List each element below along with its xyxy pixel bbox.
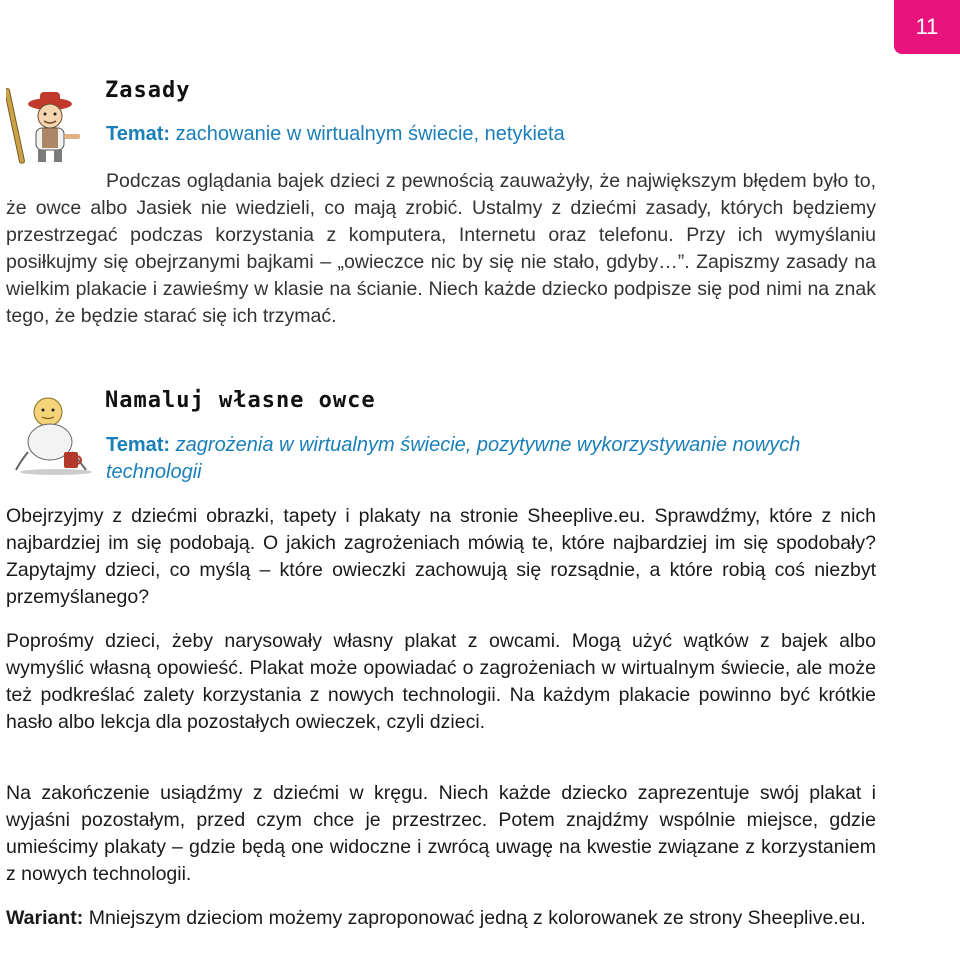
topic-value: zachowanie w wirtualnym świecie, netykieta: [175, 123, 565, 145]
paragraph: Poprośmy dzieci, żeby narysowały własny plakat z owcami. Mogą użyć wątków z bajek albo wymyślić własną opowieść. Plakat może opowiadać o zagrożeniach w wirtualnym świecie, ale może też podkreślać zalety korzystania z nowych technologii. Na każdym plakacie powinno być krótkie hasło albo lekcja dla pozostałych owieczek, czyli dzieci.: [6, 630, 876, 733]
section-heading-namaluj: Namaluj własne owce: [105, 388, 376, 413]
variant-text: Mniejszym dzieciom możemy zaproponować jedną z kolorowanek ze strony Sheeplive.eu.: [88, 907, 866, 929]
shepherd-with-flute-illustration: [6, 84, 98, 168]
topic-label: Temat:: [106, 434, 171, 456]
paragraph: Podczas oglądania bajek dzieci z pewnością zauważyły, że największym błędem było to, że owce albo Jasiek nie wiedzieli, co mają zrobić. Ustalmy z dziećmi zasady, których będziemy przestrzegać podczas korzystania z komputera, Internetu oraz telefonu. Przy ich wymyślaniu posiłkujmy się obejrzanymi bajkami – „owieczce nic by się nie stało, gdyby…”. Zapiszmy zasady na wielkim plakacie i zawieśmy w klasie na ścianie. Niech każde dziecko podpisze się pod nimi na znak tego, że będzie starać się ich trzymać.: [6, 170, 876, 327]
topic-line: [106, 432, 872, 486]
paragraph: Obejrzyjmy z dziećmi obrazki, tapety i plakaty na stronie Sheeplive.eu. Sprawdźmy, które z nich najbardziej im się podobają. O jakich zagrożeniach mówią te, które najbardziej im się spodobały? Zapytajmy dzieci, co myślą – które owieczki zachowują się rozsądnie, a które robią coś niezbyt przemyślanego?: [6, 505, 876, 608]
topic-value: zagrożenia w wirtualnym świecie, pozytywne wykorzystywanie nowych technologii: [106, 434, 801, 483]
variant-paragraph: [6, 905, 876, 932]
topic-line: [106, 121, 565, 148]
page-number-badge: [894, 0, 960, 54]
topic-label: Temat:: [106, 123, 171, 145]
sitting-character-with-mug-illustration: [10, 392, 102, 476]
variant-label: Wariant:: [6, 907, 84, 929]
section-heading-zasady: Zasady: [105, 78, 191, 103]
paragraph: Na zakończenie usiądźmy z dziećmi w kręgu. Niech każde dziecko zaprezentuje swój plakat i wyjaśni pozostałym, przed czym chce je przestrzec. Potem znajdźmy wspólnie miejsce, gdzie umieścimy plakaty – gdzie będą one widoczne i zwrócą uwagę na kwestie związane z korzystaniem z nowych technologii.: [6, 782, 876, 885]
page-number: 11: [915, 14, 939, 39]
